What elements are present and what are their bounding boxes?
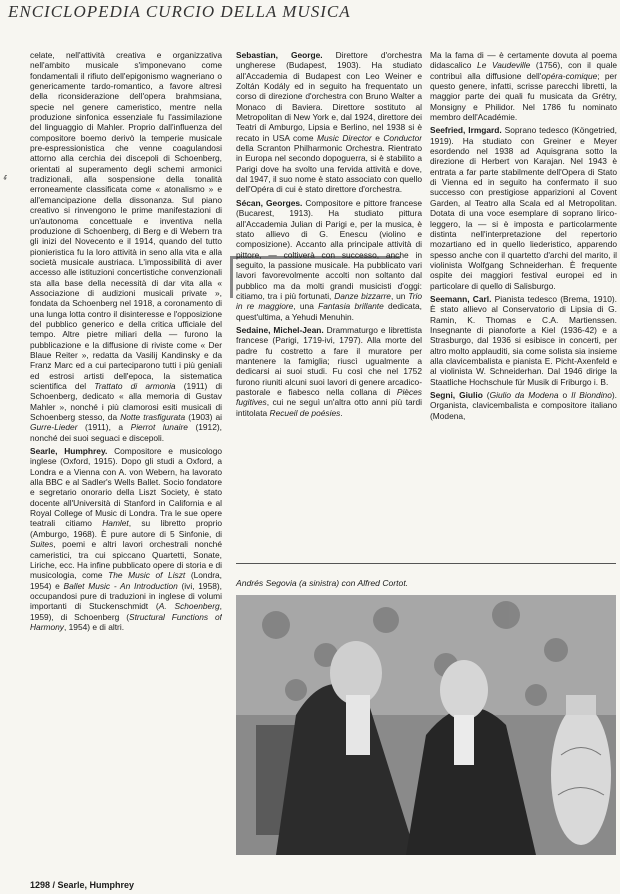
entry-heading: Seefried, Irmgard. [430,125,502,136]
entry-searle: Searle, Humphrey. Compositore e musicologo inglese (Oxford, 1915). Dopo gli studi a Oxford, a Londra e a Vienna con A. von Webern, ha lavorato alla BBC e al Sadler's Wells Ballet. Socio fondatore e segretario onorario della Liszt Society, è stato docente all'Università di Stanford in California e al Royal College of Music di Londra. Tra le sue opere teatrali citiamo Hamlet, su libretto proprio (Amburgo, 1968). È pure autore di 5 Sinfonie, di Suites, poemi e altri lavori orchestrali nonché cameristici, tra cui spiccano Quartetti, Sonate, Liriche, ecc. Ha infine pubblicato opere di storia e di musicologia, come The Music of Liszt (Londra, 1954) e Ballet Music - An Introduction (ivi, 1958), occupandosi pure di traduzioni in inglese di volumi importanti di Stuckenschmidt (A. Schoenberg, 1959), di Schoenberg (Structural Functions of Harmony, 1954) e di altri. [30,446,222,632]
caption-rule [236,563,616,564]
entry-heading: Seemann, Carl. [430,293,492,304]
column-1 [30,50,222,882]
entry-seemann: Seemann, Carl. Pianista tedesco (Brema, 1910). È stato allievo al Conservatorio di Lipsia di G. Ramin, K. Thomas e C.A. Martienssen. Insegnante di pianoforte a Kiel (1936-42) e a Strasburgo, dal 1936 si esibisce in concerti, per altro molto applauditi, sia come solista sia insieme alla clavicembalista e pianista E. Picht-Axenfeld e al violinista W. Schneiderhan. Dal 1946 dirige la Staatliche Hochschule für Musik di Friburgo i. B. [430,293,617,387]
margin-mark: ᵳ [4,172,7,182]
entry-heading: Searle, Humphrey. [30,446,108,457]
column-3 [430,50,617,565]
running-head: ENCICLOPEDIA CURCIO DELLA MUSICA [8,2,351,21]
entry-secan: Sécan, Georges. Compositore e pittore francese (Bucarest, 1913). Ha studiato pittura all'Accademia Julian di Parigi e, per la musica, è stato allievo di G. Enescu (violino e composizione). Accanto alla principale attività di pittore, — coltiverà con successo, anche in seguito, la passione musicale. Ha pubblicato vari lavori favorevolmente accolti non soltanto dal pubblico ma da molti grandi musicisti d'oggi: citiamo, tra i più fortunati, Danze bizzarre, un Trio in re maggiore, una Fantasia brillante dedicata, quest'ultima, a Yehudi Menuhin. [236,197,422,322]
entry-segni: Segni, Giulio (Giulio da Modena o Il Biondino). Organista, clavicembalista e compositore italiano (Modena, [430,390,617,421]
photo-segovia-cortot [236,595,616,855]
entry-sedaine: Sedaine, Michel-Jean. Drammaturgo e librettista francese (Parigi, 1719-ivi, 1797). Alla morte del padre fu costretto a fare il muratore per mantenere la famiglia; riuscì ugualmente a dedicarsi ai suoi studi. Fu così che nel 1752 furono riuniti alcuni suoi lavori di genere arcadico-pastorale e fiabesco nella collana di Pièces fugitives, cui ne seguì un'altra otto anni più tardi intitolata Recueil de poésies. [236,324,422,418]
paragraph-intro: celate, nell'attività creativa e organizzativa nell'ambito musicale s'imponevano come fondamentali il rifiuto dell'epigonismo wagneriano o genericamente tardo-romantico, a favore altresì della riconsiderazione dell'opera brahmsiana, specie nel genere cameristico, mentre nella produzione sinfonica essenziale fu l'assimilazione del linguaggio di Mahler. Proprio dall'influenza del compositore boemo derivò la temperie musicale pre-espressionistica che venne coagulandosi attorno alla cerchia dei discepoli di Schoenberg, orientati al superamento degli schemi armonici tradizionali, alla sospensione della tonalità erroneamente classificata come « atonalismo » e all'emancipazione della dissonanza. Sul piano creativo si rinvengono le prime manifestazioni di un'autonoma concettuale e inventiva nella produzione di Schoenberg, di Berg e di Webern tra gli inizi del Novecento e il 1914, quando del tutto pionieristica fu la loro attività in seno alla vita e alla società musicale austriaca. L'impossibilità di aver accesso alle istituzioni concertistiche convenzionali sta alla base della necessità di dar vita alla « Associazione di audizioni musicali private », fondata da Schoenberg nel 1918, a coronamento di una lunga lotta contro il disinteresse e l'opposizione del pubblico generico e della critica ufficiale del tempo. Altre pietre miliari della — furono la pubblicazione e la diffusione di riviste come « Der Blaue Reiter », redatta da Vasilij Kandinsky e da Franz Marc ed a cui parteciparono tutti i più geniali ed estrosi artisti dell'epoca, la sistematica scientifica del Trattato di armonia (1911) di Schoenberg, dedicato « alla memoria di Gustav Mahler », nonché i più clamorosi esiti musicali di Schoenberg stesso, da Notte trasfigurata (1903) ai Gurre-Lieder (1911), a Pierrot lunaire (1912), nonché dei suoi seguaci e discepoli. [30,50,222,443]
entry-heading: Sedaine, Michel-Jean. [236,324,324,335]
bracket-mark-side [230,256,233,298]
entry-heading: Sebastian, George. [236,50,323,60]
entry-seefried: Seefried, Irmgard. Soprano tedesco (Köngetried, 1919). Ha studiato con Greiner e Meyer esordendo nel 1938 ad Aquisgrana sotto la direzione di Herbert von Karajan. Nel 1943 è entrata a far parte stabilmente dell'Opera di Stato di Vienna ed in seguito ha confermato il suo successo con prestigiose apparizioni al Covent Garden, al Teatro alla Scala ed al Metropolitan. Dotata di una voce esemplare di soprano lirico-leggero, la — si è imposta e particolarmente distinta nell'interpretazione del repertorio mozartiano ed in quello liederistico, apparendo spesso anche con il quartetto d'archi del marito, il violinista Wolfgang Schneiderhan. È frequente ospite dei maggiori festival europei ed in particolare di quello di Salisburgo. [430,125,617,291]
entry-sebastian: Sebastian, George. Direttore d'orchestra ungherese (Budapest, 1903). Ha studiato all'Accademia di Budapest con Leo Weiner e Zoltán Kodály ed in seguito ha frequentato un corso di direzione d'orchestra con Bruno Walter a Monaco di Baviera. Direttore sostituto al Metropolitan di New York e, dal 1924, direttore dei Teatri di Amburgo, Lipsia e Berlino, nel 1938 si è recato in USA come Music Director e Conductor della Scranton Philharmonic Orchestra. Rientrato in Europa nel secondo dopoguerra, si è stabilito a Parigi dove ha svolto una fervida attività e dove, dal 1947, il suo nome è stato associato con quello dell'Opéra di cui è stato direttore d'orchestra. [236,50,422,195]
photo-caption: Andrés Segovia (a sinistra) con Alfred Cortot. [236,578,409,588]
column-2 [236,50,422,568]
photo-image [236,595,616,855]
entry-heading: Sécan, Georges. [236,197,303,208]
page-footer: 1298 / Searle, Humphrey [30,880,135,890]
entry-heading: Segni, Giulio [430,390,483,400]
paragraph-sedaine-cont: Ma la fama di — è certamente dovuta al poema didascalico Le Vaudeville (1756), con il quale contribuì alla diffusione dell'opéra-comique; per questo genere, infatti, scrisse parecchi libretti, la maggior parte dei quali fu musicata da Grétry, Monsigny e Philidor. Nel 1786 fu nominato membro dell'Académie. [430,50,617,123]
